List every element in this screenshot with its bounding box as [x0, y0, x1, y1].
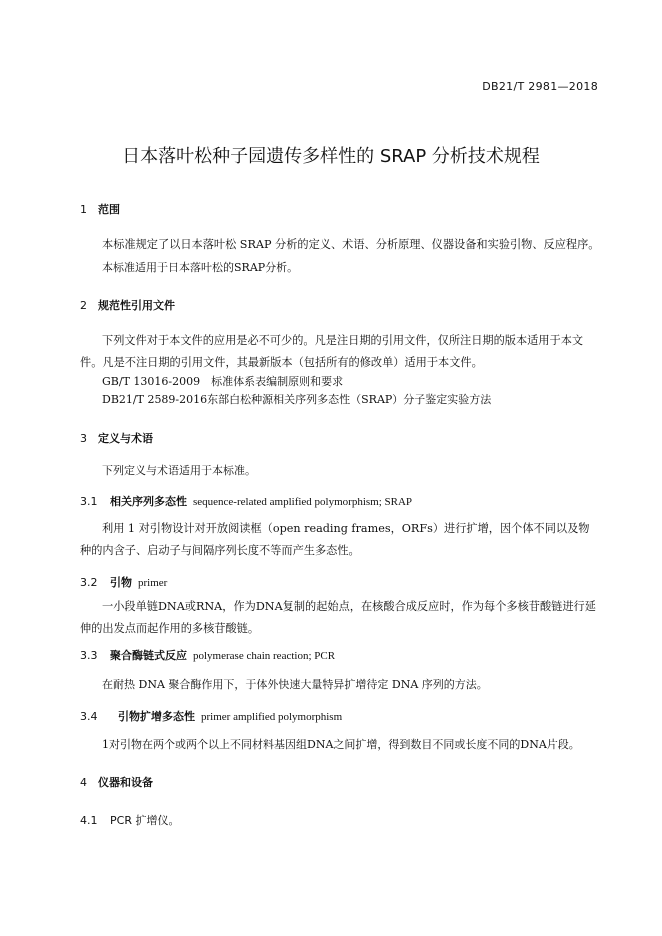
- section-title: 范围: [98, 203, 120, 216]
- term-3-2-definition: 一小段单链DNA或RNA，作为DNA复制的起始点，在核酸合成反应时，作为每个多核苷酸链进行延伸的出发点而起作用的多核苷酸链。: [80, 600, 596, 635]
- item-4-1: [80, 812, 179, 828]
- section-3-heading: [80, 430, 153, 446]
- section-title: 定义与术语: [98, 432, 153, 445]
- section-4-heading: [80, 774, 153, 790]
- section-title: 规范性引用文件: [98, 299, 175, 312]
- section-number: 2: [80, 299, 87, 312]
- section-1-paragraph-2: 本标准适用于日本落叶松的SRAP分析。: [102, 261, 299, 274]
- section-2-heading: [80, 297, 175, 313]
- section-number: 4: [80, 776, 87, 789]
- section-2-paragraph: 下列文件对于本文件的应用是必不可少的。凡是注日期的引用文件，仅所注日期的版本适用于本文件。凡是不注日期的引用文件，其最新版本（包括所有的修改单）适用于本文件。: [80, 334, 584, 369]
- term-english: sequence-related amplified polymorphism; SRAP: [193, 496, 413, 508]
- term-number: 3.1: [80, 495, 98, 508]
- document-number: DB21/T 2981—2018: [482, 80, 598, 93]
- reference-1: GB/T 13016-2009 标准体系表编制原则和要求: [102, 375, 344, 388]
- term-english: polymerase chain reaction; PCR: [193, 650, 336, 662]
- term-number: 3.2: [80, 576, 98, 589]
- item-number: 4.1: [80, 814, 98, 827]
- term-3-4-heading: [80, 708, 342, 724]
- section-number: 1: [80, 203, 87, 216]
- document-title: 日本落叶松种子园遗传多样性的 SRAP 分析技术规程: [122, 146, 540, 167]
- term-3-1-definition: 利用 1 对引物设计对开放阅读框（open reading frames，ORFs）进行扩增，因个体不同以及物种的内含子、启动子与间隔序列长度不等而产生多态性。: [80, 522, 590, 557]
- section-1-paragraph-1: 本标准规定了以日本落叶松 SRAP 分析的定义、术语、分析原理、仪器设备和实验引物、反应程序。: [102, 238, 600, 251]
- term-chinese: 引物扩增多态性: [118, 710, 195, 723]
- section-3-intro: 下列定义与术语适用于本标准。: [102, 464, 256, 477]
- term-3-4-definition: 1对引物在两个或两个以上不同材料基因组DNA之间扩增，得到数目不同或长度不同的DNA片段。: [102, 738, 580, 751]
- term-3-3-heading: [80, 647, 335, 663]
- section-1-heading: [80, 201, 120, 217]
- item-text: PCR 扩增仪。: [110, 814, 180, 827]
- term-number: 3.3: [80, 649, 98, 662]
- term-3-1-heading: [80, 493, 412, 509]
- reference-2: DB21/T 2589-2016东部白松种源相关序列多态性（SRAP）分子鉴定实验方法: [102, 393, 492, 406]
- term-chinese: 相关序列多态性: [110, 495, 187, 508]
- term-chinese: 引物: [110, 576, 132, 589]
- term-english: primer amplified polymorphism: [201, 711, 343, 723]
- term-3-3-definition: 在耐热 DNA 聚合酶作用下，于体外快速大量特异扩增待定 DNA 序列的方法。: [102, 678, 488, 691]
- term-chinese: 聚合酶链式反应: [110, 649, 187, 662]
- section-title: 仪器和设备: [98, 776, 153, 789]
- term-english: primer: [138, 577, 168, 589]
- term-3-2-heading: [80, 574, 167, 590]
- section-number: 3: [80, 432, 87, 445]
- term-number: 3.4: [80, 710, 98, 723]
